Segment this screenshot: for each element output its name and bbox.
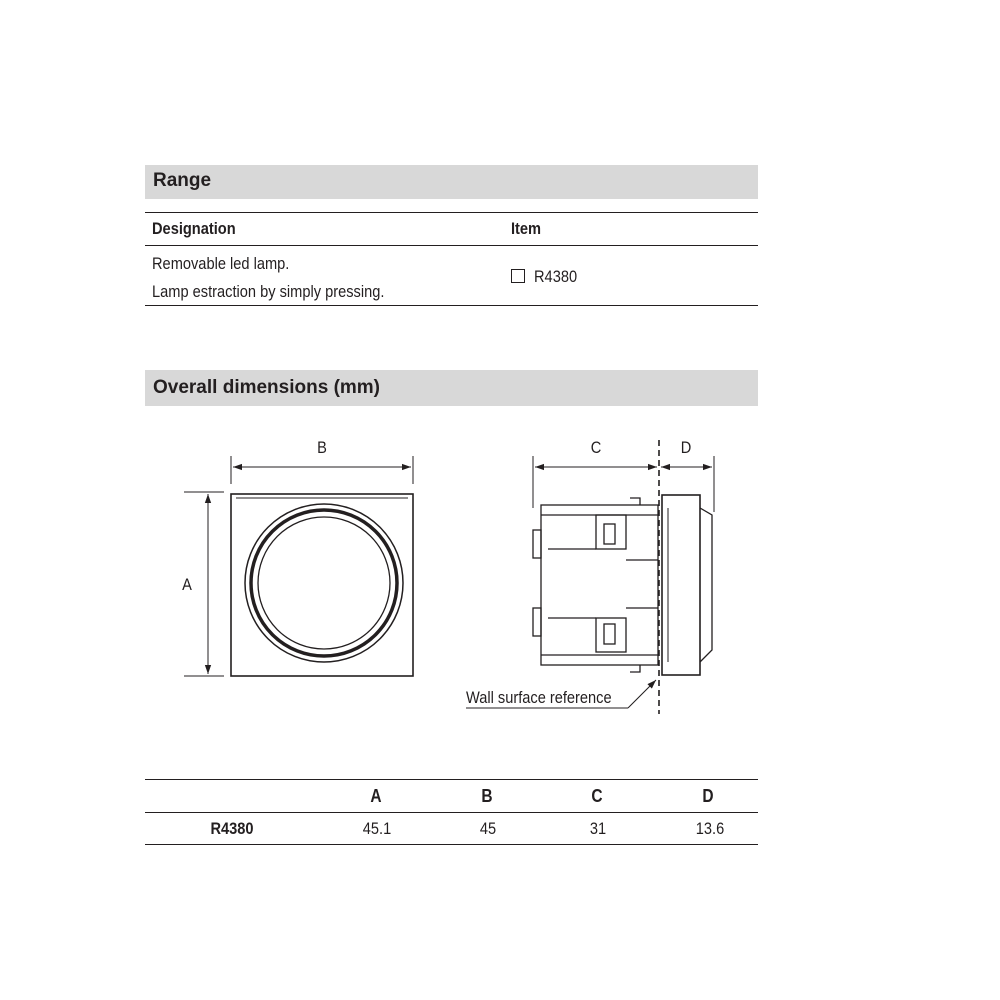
dim-table-value-a: 45.1: [362, 819, 392, 838]
lamp-lens: [258, 517, 390, 649]
range-heading: Range: [153, 170, 212, 191]
front-view: [231, 494, 413, 676]
designation-column-header: Designation: [152, 219, 236, 238]
dim-table-header-d: D: [702, 786, 714, 806]
dim-table-value-c: 31: [589, 819, 607, 838]
side-view: [533, 495, 712, 675]
dim-table-row-name: R4380: [210, 819, 254, 838]
designation-line-2: Lamp estraction by simply pressing.: [152, 282, 385, 301]
item-column-header: Item: [511, 219, 542, 238]
dim-table-value-b: 45: [479, 819, 497, 838]
wall-reference-leader: [628, 680, 656, 708]
dimensions-heading: Overall dimensions (mm): [153, 377, 381, 398]
dim-table-header-a: A: [370, 786, 382, 806]
dimension-b-label: B: [317, 439, 327, 458]
item-code: R4380: [534, 267, 578, 286]
dim-table-top-rule: [145, 779, 758, 780]
wall-reference-label: Wall surface reference: [466, 689, 612, 708]
dimension-a-label: A: [182, 576, 192, 595]
dim-table-header-c: C: [591, 786, 603, 806]
dim-table-bottom-rule: [145, 844, 758, 845]
dim-table-value-d: 13.6: [695, 819, 725, 838]
dimension-c-label: C: [590, 439, 602, 458]
dim-table-header-rule: [145, 812, 758, 813]
designation-line-1: Removable led lamp.: [152, 254, 290, 273]
dim-table-header-b: B: [481, 786, 493, 806]
lamp-cover-profile: [700, 508, 712, 662]
dimension-d-label: D: [680, 439, 692, 458]
lamp-outer-ring: [245, 504, 403, 662]
lamp-ring: [251, 510, 397, 656]
